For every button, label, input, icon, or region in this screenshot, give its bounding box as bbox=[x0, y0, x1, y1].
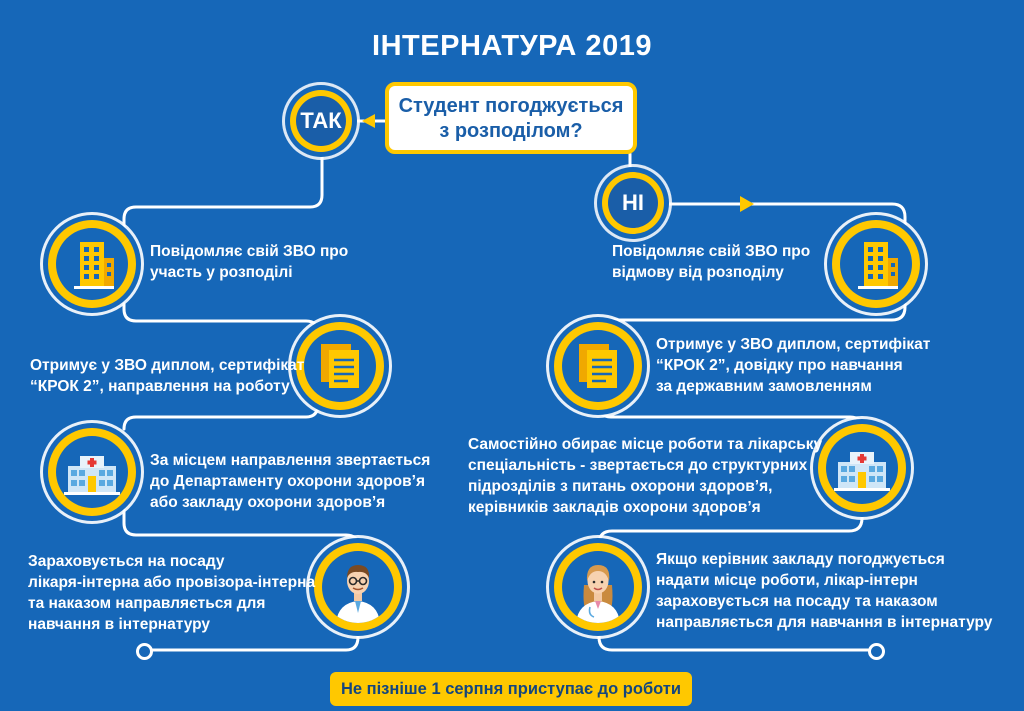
right-step-3-text: Самостійно обирає місце роботи та лікарську спеціальність - звертається до структурних підрозділів з питань охорони здоров’я, керівників закладів охорони здоров’я bbox=[468, 436, 823, 516]
left-step-3-circle bbox=[48, 428, 136, 516]
right-step-3-circle bbox=[818, 424, 906, 512]
deadline-banner: Не пізніше 1 серпня приступає до роботи bbox=[330, 672, 692, 706]
question-line-2: з розподілом? bbox=[439, 120, 583, 142]
left-step-2-text: Отримує у ЗВО диплом, сертифікат “КРОК 2”, направлення на роботу bbox=[30, 357, 305, 395]
documents-icon bbox=[304, 330, 376, 402]
yes-badge bbox=[290, 90, 352, 152]
right-step-1-text: Повідомляє свій ЗВО про відмову від розподілу bbox=[612, 243, 811, 281]
question-box bbox=[385, 82, 637, 154]
building-icon bbox=[840, 228, 912, 300]
page-title: ІНТЕРНАТУРА 2019 bbox=[372, 30, 652, 62]
female-doctor-icon bbox=[562, 551, 634, 623]
left-endpoint-dot bbox=[136, 643, 153, 660]
right-endpoint-dot bbox=[868, 643, 885, 660]
documents-icon bbox=[562, 330, 634, 402]
male-doctor-icon bbox=[322, 551, 394, 623]
right-step-4-text: Якщо керівник закладу погоджується надати місце роботи, лікар-інтерн зараховується на посаду та наказом направляється для навчання в інтернатуру bbox=[656, 551, 993, 631]
hospital-icon bbox=[56, 436, 128, 508]
left-step-1-circle bbox=[48, 220, 136, 308]
right-step-2-text: Отримує у ЗВО диплом, сертифікат “КРОК 2”, довідку про навчання за державним замовленням bbox=[656, 336, 931, 395]
left-step-4-text: Зараховується на посаду лікаря-інтерна або провізора-інтерна та наказом направляється для навчання в інтернатуру bbox=[28, 553, 316, 633]
yes-label: ТАК bbox=[296, 96, 346, 146]
right-step-4-circle bbox=[554, 543, 642, 631]
right-step-1-circle bbox=[832, 220, 920, 308]
left-step-1-text: Повідомляє свій ЗВО про участь у розподілі bbox=[150, 243, 349, 281]
no-label: НІ bbox=[608, 178, 658, 228]
no-badge bbox=[602, 172, 664, 234]
building-icon bbox=[56, 228, 128, 300]
left-step-2-circle bbox=[296, 322, 384, 410]
question-line-1: Студент погоджується bbox=[398, 95, 624, 117]
hospital-icon bbox=[826, 432, 898, 504]
left-step-4-circle bbox=[314, 543, 402, 631]
right-step-2-circle bbox=[554, 322, 642, 410]
left-step-3-text: За місцем направлення звертається до Департаменту охорони здоров’я або закладу охорони здоров’я bbox=[150, 452, 431, 511]
